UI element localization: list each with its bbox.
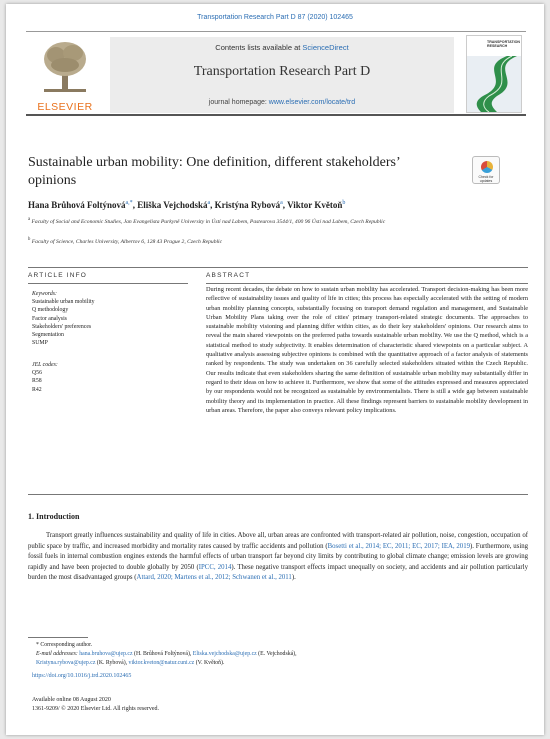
email-label: E-mail addresses: [36, 651, 80, 657]
article-page [6, 4, 544, 735]
badge-line2: updates [479, 179, 493, 183]
badge-line1: Check for [478, 175, 494, 179]
email-link[interactable]: Kristyna.rybova@ujep.cz [36, 659, 96, 666]
abstract-heading: ABSTRACT [206, 272, 251, 279]
author-affil-ref[interactable]: b [342, 200, 346, 206]
author-affil-ref[interactable]: a,* [125, 200, 133, 206]
author-affil-ref[interactable]: a [207, 200, 211, 206]
email-link[interactable]: Eliska.vejchodska@ujep.cz [192, 651, 257, 657]
header-divider [28, 267, 528, 268]
keyword: Q methodology [32, 307, 69, 314]
email-link[interactable]: hana.bruhova@ujep.cz [79, 651, 133, 657]
author-list: Hana Brůhová Foltýnová$^{a,*}$, Eliška Vejchodská$^a$, Kristýna Rybová$^a$, Viktor Květoň$^b$ [28, 200, 346, 210]
copyright-notice: 1361-9209/ © 2020 Elsevier Ltd. All rights reserved. [32, 706, 160, 712]
email-owner: (E. Vejchodská), [256, 651, 297, 657]
affiliation [28, 216, 528, 226]
intro-text: ). [291, 574, 296, 581]
email-owner: (H. Brůhová Foltýnová), [132, 651, 193, 657]
jel-heading: JEL codes: [32, 362, 58, 368]
citation-link[interactable]: Attard, 2020; Martens et al., 2012; Schwanen et al., 2011 [136, 574, 292, 581]
journal-cover-thumbnail[interactable] [466, 35, 522, 113]
elsevier-tree-icon [42, 39, 88, 93]
abstract-rule [206, 283, 528, 284]
keyword: SUMP [32, 340, 48, 347]
contents-available [110, 43, 454, 52]
contents-prefix: Contents lists available at [215, 43, 303, 52]
email-owner: (V. Květoň). [194, 659, 225, 666]
affiliation-text: Faculty of Science, Charles University, Albertov 6, 128 43 Prague 2, Czech Republic [31, 238, 223, 245]
article-info-rule [28, 283, 188, 284]
article-info-heading: ARTICLE INFO [28, 272, 88, 279]
jel-codes-block [32, 361, 172, 394]
footnote-rule [28, 637, 88, 638]
badge-text [473, 175, 499, 183]
email-addresses [36, 650, 526, 667]
jel-code: R42 [32, 386, 42, 393]
author-affil-ref[interactable]: a [280, 200, 283, 206]
corresponding-author-note: * Corresponding author. [36, 642, 93, 648]
introduction-heading: 1. Introduction [28, 512, 80, 521]
citation-link[interactable]: IPCC, 2014 [198, 563, 232, 571]
jel-code: Q56 [32, 370, 42, 377]
cover-title: TRANSPORTATION RESEARCH [487, 40, 521, 49]
keywords-block [32, 290, 172, 347]
doi-link[interactable]: https://doi.org/10.1016/j.trd.2020.102465 [32, 673, 132, 679]
affiliation-marker: a [28, 217, 31, 222]
check-updates-icon [481, 161, 493, 173]
journal-title: Transportation Research Part D [193, 64, 371, 79]
intro-text: ). Furthermore, using fossil fuels in internal combustion engines extends the harmful effects of urban transport far beyond city limits by contributing to global climate change; emission levels are growing rapidly and have been projected to double globally by 2050 ( [28, 542, 529, 571]
jel-code: R58 [32, 378, 42, 385]
keyword: Sustainable urban mobility [32, 299, 95, 306]
keyword: Factor analysis [32, 315, 67, 322]
cover-road-icon [467, 56, 522, 112]
citation-link[interactable]: Bosetti et al., 2014; EC, 2011; EC, 2017; IEA, 2019 [327, 542, 471, 550]
keyword: Segmentation [32, 332, 64, 339]
author-name[interactable]: Hana Brůhová Foltýnová [28, 200, 126, 210]
keywords-heading: Keywords: [32, 291, 57, 297]
sciencedirect-link[interactable]: ScienceDirect [302, 43, 349, 52]
affiliation-text: Faculty of Social and Economic Studies, Jan Evangelista Purkyně University in Ústí nad Labem, Pasteurova 3544/1, 400 96 Ústí nad Labem, Czech Republic [31, 218, 386, 225]
journal-homepage [110, 99, 454, 106]
journal-masthead [26, 31, 526, 116]
masthead-center [110, 37, 454, 113]
keyword: Stakeholders' preferences [32, 323, 92, 330]
publisher-name: ELSEVIER [37, 101, 93, 113]
journal-reference-link[interactable]: Transportation Research Part D 87 (2020) 102465 [197, 14, 353, 21]
abstract-bottom-rule [28, 494, 528, 495]
homepage-prefix: journal homepage: [208, 99, 269, 106]
available-online: Available online 08 August 2020 [32, 697, 111, 703]
homepage-url-link[interactable]: www.elsevier.com/locate/trd [268, 99, 356, 106]
author-name[interactable]: Viktor Květoň [287, 200, 343, 210]
author-name[interactable]: Kristýna Rybová [214, 200, 281, 210]
elsevier-logo[interactable] [28, 37, 98, 113]
affiliation [28, 236, 528, 246]
intro-text: Transport greatly influences sustainability and quality of life in cities. Above all, urban areas are confronted with transport-related air pollution, noise, congestion, occupation of public space by traffic, and increased morbidity and mortality rates caused by traffic accidents and pollution ( [28, 532, 528, 550]
abstract-text: During recent decades, the debate on how to sustain urban mobility has accelerated. Transport decision-making has been more reflective of sustainability issues and quality of life in cities; this process has especially accelerated with the setting of modern urban mobility planning concepts, substantially focusing on transport demand regulation and management, and Sustainable Urban Mobility Plans taking over the role of cities' primary transport-related strategic documents. The approaches to sustainable mobility visioning and planning differ within cities, as do their key stakeholders' opinions. Our research aims to reveal the main shared viewpoints on the preferred paths towards sustainable urban mobility. We use the Q method, which is a statistical method to study subjectivity. It enables determination of characteristic shared viewpoints on a particular subject. A qualitative analysis assessing subjective opinions is combined with the quantitative approach of a factor analysis of statements ranked by respondents. The study was undertaken on 36 carefully selected stakeholders situated within the Czech Republic. Our results indicate that even stakeholders sharing the same definition of sustainable urban mobility may substantially differ in regard to their ideas on how to achieve it. Furthermore, we show that some of the attitudes expressed and measures appreciated by our respondents would not be recognized as sustainable by environmentalists. There is still a wide gap between sustainable mobility theory and its implementation in practice. All these findings represent barriers to sustainable mobility development in urban areas. Therefore, the paper also conveys relevant policy implications. [206, 286, 528, 414]
article-title: Sustainable urban mobility: One definition, different stakeholders’ opinions [28, 155, 400, 188]
email-owner: (K. Rybová), [95, 659, 129, 666]
check-for-updates-badge[interactable] [472, 156, 500, 184]
email-link[interactable]: viktor.kveton@natur.cuni.cz [128, 659, 195, 666]
affiliation-marker: b [28, 237, 31, 242]
intro-text: ). These negative transport effects impact unequally on society, and accidents and air pollution particularly burden the most disadvantaged groups ( [28, 563, 528, 581]
author-name[interactable]: Eliška Vejchodská [137, 200, 208, 210]
introduction-paragraph [28, 531, 528, 584]
